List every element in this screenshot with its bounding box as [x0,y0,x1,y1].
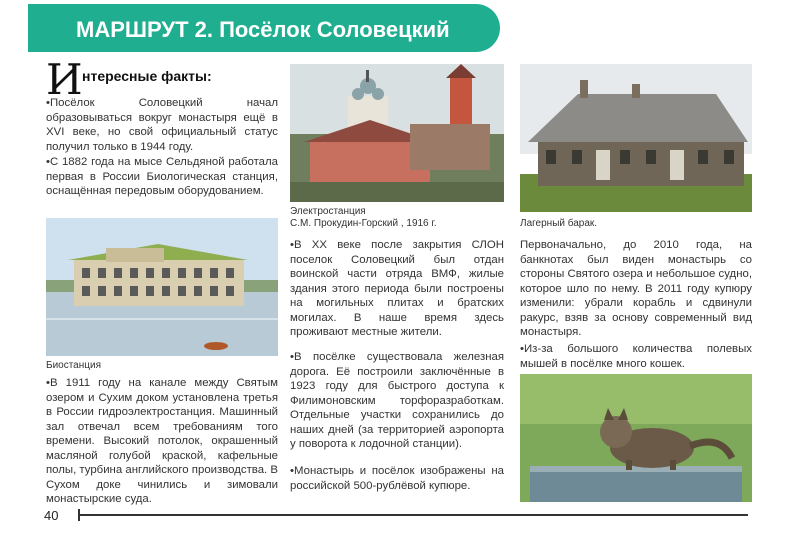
fact-bio-station: •С 1882 года на мысе Сельдяной работала первая в России Биологическая станция, оснащённая передовым оборудованием. [46,156,278,197]
biostation-photo [46,218,278,356]
fact-hydro-station: •В 1911 году на канале между Святым озером и Сухим доком установлена третья в России гидроэлектростанция. Машинный зал отвечал всем требованиям того времени. Высокий потолок, окрашенный масляной голубой краской, кафельные полы, турбина английского производства. В Сухом доке чинились и зимовали монастырские суда. [46,377,278,505]
barrack-caption: Лагерный барак. [520,218,598,229]
power-station-caption-title: Электростанция [290,206,366,217]
chapter-header-banner [28,4,500,52]
cat-photo [520,374,752,502]
fact-cats: •Из-за большого количества полевых мышей в посёлке много кошек. [520,343,752,370]
fact-military-period: •В XX веке после закрытия СЛОН поселок Соловецкий был отдан воинской части отряда ВМФ, жилые здания этого периода были построены на могильных плитах и братских могилах. В наше время здесь проживают местные жители. [290,239,504,338]
fact-village-origin: •Посёлок Соловецкий начал образовываться вокруг монастыря ещё в XVI веке, но свой официальный статус получил только в 1944 году. [46,97,278,153]
fact-railway: •В посёлке существовала железная дорога. Её построили заключённые в 1923 году для быстрого доступа к Филимоновским торфоразработкам. Отдельные участки сохранились до наших дней (за территорией аэропорта у поворота к лодочной станции). [290,351,504,450]
facts-heading: нтересные факты: [82,68,212,84]
power-station-caption-credit: С.М. Прокудин-Горский , 1916 г. [290,218,437,229]
biostation-caption: Биостанция [46,360,101,371]
footer-rule [80,514,748,516]
page-number: 40 [44,508,59,523]
chapter-title: МАРШРУТ 2. Посёлок Соловецкий [76,17,450,42]
fact-banknote-change: Первоначально, до 2010 года, на банкнотах был виден монастырь со стороны Святого озера и небольшое судно, которое шло по нему. В 2011 году купюру изменили: убрали корабль и сдвинули ракурс, взяв за основу современный вид монастыря. [520,239,752,338]
fact-banknote: •Монастырь и посёлок изображены на российской 500-рублёвой купюре. [290,465,504,492]
drop-cap: И [46,55,83,104]
power-station-photo [290,64,504,202]
barrack-photo [520,64,752,212]
